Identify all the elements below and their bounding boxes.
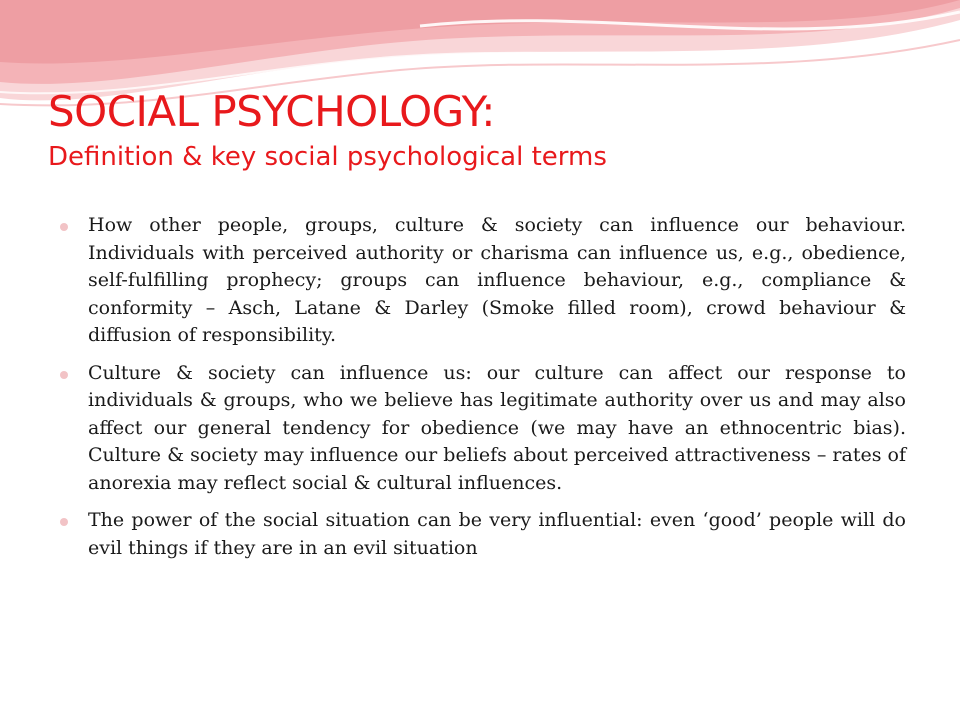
bullet-item (60, 360, 906, 498)
bullet-list (60, 212, 906, 562)
bullet-marker-icon (60, 371, 68, 379)
bullet-marker-icon (60, 518, 68, 526)
bullet-text: Culture & society can influence us: our culture can affect our response to individuals & groups, who we believe has legitimate authority over us and may also affect our general tendency for obedience (we may have an ethnocentric bias). Culture & society may influence our beliefs about perceived attractiveness – rates of anorexia may reflect social & cultural influences. (88, 361, 906, 494)
slide-subtitle: Definition & key social psychological terms (48, 142, 607, 172)
bullet-text: How other people, groups, culture & society can influence our behaviour. Individuals with perceived authority or charisma can influence us, e.g., obedience, self-fulfilling prophecy; groups can influence behaviour, e.g., compliance & conformity – Asch, Latane & Darley (Smoke filled room), crowd behaviour & diffusion of responsibility. (88, 214, 906, 346)
title-block (48, 86, 928, 174)
bullet-text: The power of the social situation can be very influential: even ‘good’ people will do evil things if they are in an evil situation (88, 509, 906, 559)
slide-content (60, 212, 906, 572)
bullet-marker-icon (60, 223, 68, 231)
bullet-item (60, 507, 906, 562)
bullet-item (60, 212, 906, 350)
slide-title: SOCIAL PSYCHOLOGY: (48, 87, 495, 136)
